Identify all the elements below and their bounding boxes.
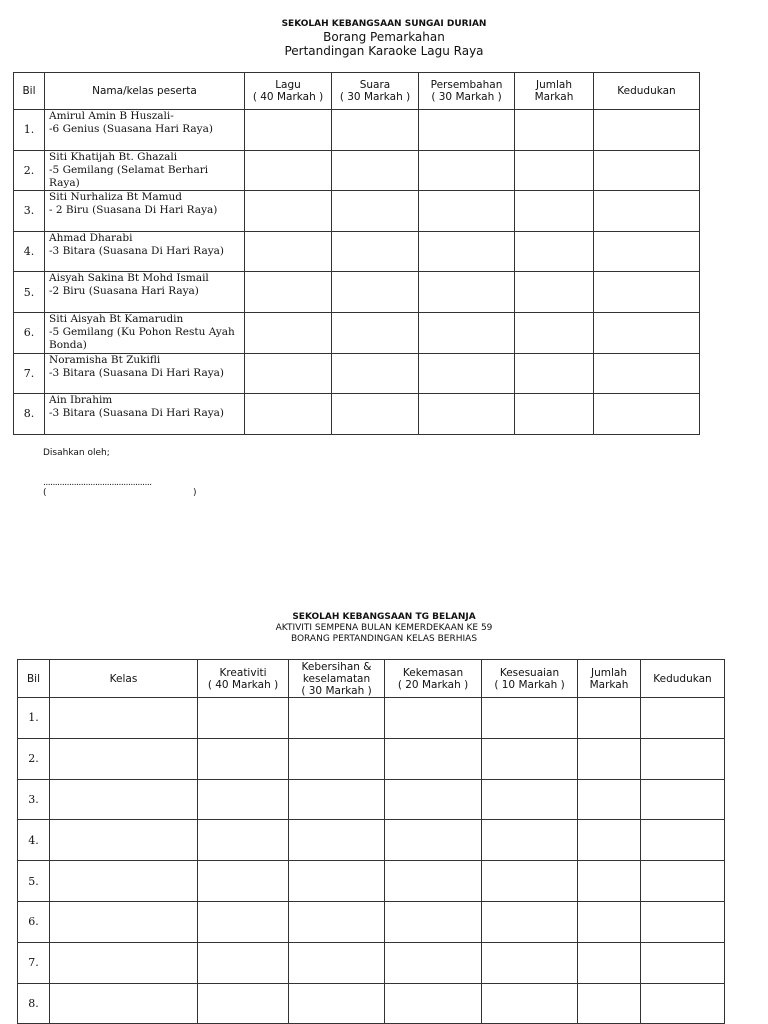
score-cell[interactable] — [198, 861, 289, 902]
form2-title: AKTIVITI SEMPENA BULAN KEMERDEKAAN KE 59 — [275, 623, 493, 633]
row-number: 5. — [18, 861, 50, 902]
row-number: 1. — [14, 110, 45, 151]
score-cell[interactable] — [482, 738, 578, 779]
row-number: 2. — [14, 150, 45, 191]
class-cell[interactable] — [50, 820, 198, 861]
score-cell-lagu[interactable] — [245, 312, 332, 353]
score-cell-persembahan[interactable] — [419, 110, 515, 151]
score-cell-jumlah[interactable] — [515, 394, 594, 435]
score-cell[interactable] — [482, 820, 578, 861]
participant-cell: Aisyah Sakina Bt Mohd Ismail -2 Biru (Suasana Hari Raya) — [45, 272, 245, 313]
header-nama: Nama/kelas peserta — [45, 73, 245, 110]
score-cell[interactable] — [578, 738, 641, 779]
score-cell-persembahan[interactable] — [419, 272, 515, 313]
score-cell[interactable] — [289, 698, 385, 739]
table-row — [14, 110, 700, 151]
class-cell[interactable] — [50, 861, 198, 902]
participant-cell: Siti Nurhaliza Bt Mamud - 2 Biru (Suasana Di Hari Raya) — [45, 191, 245, 232]
score-cell[interactable] — [578, 942, 641, 983]
participant-cell: Ahmad Dharabi -3 Bitara (Suasana Di Hari Raya) — [45, 231, 245, 272]
score-cell[interactable] — [198, 738, 289, 779]
row-number: 3. — [14, 191, 45, 232]
score-cell-jumlah[interactable] — [515, 353, 594, 394]
score-cell[interactable] — [578, 901, 641, 942]
table-row — [18, 698, 725, 739]
score-cell[interactable] — [198, 942, 289, 983]
row-number: 3. — [18, 779, 50, 820]
score-cell-persembahan[interactable] — [419, 394, 515, 435]
score-cell-lagu[interactable] — [245, 272, 332, 313]
row-number: 1. — [18, 698, 50, 739]
class-cell[interactable] — [50, 983, 198, 1024]
header-kreativiti: Kreativiti ( 40 Markah ) — [198, 660, 289, 698]
header-kelas: Kelas — [50, 660, 198, 698]
score-cell[interactable] — [385, 820, 482, 861]
score-cell[interactable] — [289, 738, 385, 779]
score-cell-persembahan[interactable] — [419, 191, 515, 232]
table-header-row — [14, 73, 700, 110]
score-cell-lagu[interactable] — [245, 353, 332, 394]
score-cell[interactable] — [385, 942, 482, 983]
score-cell-jumlah[interactable] — [515, 312, 594, 353]
signature-close-paren: ) — [193, 488, 197, 498]
form1-school-name: SEKOLAH KEBANGSAAN SUNGAI DURIAN — [281, 19, 487, 29]
table-row — [18, 901, 725, 942]
row-number: 8. — [14, 394, 45, 435]
score-cell[interactable] — [198, 901, 289, 942]
score-cell[interactable] — [641, 983, 725, 1024]
score-cell[interactable] — [482, 901, 578, 942]
table-header-row — [18, 660, 725, 698]
score-cell[interactable] — [385, 779, 482, 820]
row-number: 7. — [14, 353, 45, 394]
score-cell-jumlah[interactable] — [515, 272, 594, 313]
score-cell[interactable] — [289, 861, 385, 902]
score-cell-kedudukan[interactable] — [594, 272, 700, 313]
header-bil: Bil — [14, 73, 45, 110]
score-cell[interactable] — [385, 983, 482, 1024]
header-lagu: Lagu ( 40 Markah ) — [245, 73, 332, 110]
score-cell[interactable] — [289, 901, 385, 942]
score-cell[interactable] — [578, 820, 641, 861]
form2-school-name: SEKOLAH KEBANGSAAN TG BELANJA — [292, 612, 476, 622]
score-cell[interactable] — [641, 820, 725, 861]
row-number: 6. — [18, 901, 50, 942]
header-kesesuaian: Kesesuaian ( 10 Markah ) — [482, 660, 578, 698]
header-persembahan: Persembahan ( 30 Markah ) — [419, 73, 515, 110]
class-cell[interactable] — [50, 901, 198, 942]
table-row — [14, 231, 700, 272]
score-cell-kedudukan[interactable] — [594, 191, 700, 232]
score-cell-lagu[interactable] — [245, 231, 332, 272]
participant-cell: Ain Ibrahim -3 Bitara (Suasana Di Hari Raya) — [45, 394, 245, 435]
header-jumlah: Jumlah Markah — [515, 73, 594, 110]
score-cell-suara[interactable] — [332, 353, 419, 394]
table-row — [18, 983, 725, 1024]
score-cell-suara[interactable] — [332, 394, 419, 435]
table-row — [14, 312, 700, 353]
row-number: 7. — [18, 942, 50, 983]
score-cell-suara[interactable] — [332, 231, 419, 272]
table-row — [14, 150, 700, 191]
score-cell-lagu[interactable] — [245, 191, 332, 232]
score-cell-kedudukan[interactable] — [594, 110, 700, 151]
score-cell-lagu[interactable] — [245, 150, 332, 191]
score-cell[interactable] — [482, 861, 578, 902]
approved-by-label: Disahkan oleh; — [43, 448, 110, 458]
score-cell[interactable] — [289, 820, 385, 861]
score-cell[interactable] — [578, 983, 641, 1024]
row-number: 2. — [18, 738, 50, 779]
score-cell-kedudukan[interactable] — [594, 312, 700, 353]
header-kedudukan: Kedudukan — [641, 660, 725, 698]
score-cell[interactable] — [578, 698, 641, 739]
class-cell[interactable] — [50, 738, 198, 779]
participant-cell: Siti Aisyah Bt Kamarudin -5 Gemilang (Ku Pohon Restu Ayah Bonda) — [45, 312, 245, 353]
score-cell[interactable] — [198, 820, 289, 861]
score-cell-suara[interactable] — [332, 272, 419, 313]
table-row — [18, 779, 725, 820]
form1-title: Borang Pemarkahan — [323, 30, 445, 44]
header-bil: Bil — [18, 660, 50, 698]
score-cell-suara[interactable] — [332, 312, 419, 353]
signature-open-paren: ( — [43, 488, 47, 498]
score-cell[interactable] — [385, 861, 482, 902]
score-cell-persembahan[interactable] — [419, 231, 515, 272]
score-cell-suara[interactable] — [332, 110, 419, 151]
participant-cell: Noramisha Bt Zukifli -3 Bitara (Suasana Di Hari Raya) — [45, 353, 245, 394]
score-cell-lagu[interactable] — [245, 394, 332, 435]
score-cell[interactable] — [482, 698, 578, 739]
score-cell[interactable] — [289, 983, 385, 1024]
table-row — [14, 394, 700, 435]
karaoke-scoring-table — [13, 72, 700, 435]
row-number: 4. — [14, 231, 45, 272]
score-cell-kedudukan[interactable] — [594, 231, 700, 272]
table-row — [18, 738, 725, 779]
header-kekemasan: Kekemasan ( 20 Markah ) — [385, 660, 482, 698]
score-cell[interactable] — [482, 942, 578, 983]
score-cell-jumlah[interactable] — [515, 231, 594, 272]
class-cell[interactable] — [50, 698, 198, 739]
score-cell-kedudukan[interactable] — [594, 353, 700, 394]
score-cell[interactable] — [482, 983, 578, 1024]
table-row — [14, 353, 700, 394]
table-row — [18, 861, 725, 902]
participant-cell: Siti Khatijah Bt. Ghazali -5 Gemilang (Selamat Berhari Raya) — [45, 150, 245, 191]
score-cell[interactable] — [641, 901, 725, 942]
score-cell[interactable] — [289, 942, 385, 983]
score-cell-jumlah[interactable] — [515, 150, 594, 191]
row-number: 5. — [14, 272, 45, 313]
header-kebersihan: Kebersihan & keselamatan ( 30 Markah ) — [289, 660, 385, 698]
row-number: 6. — [14, 312, 45, 353]
participant-cell: Amirul Amin B Huszali- -6 Genius (Suasana Hari Raya) — [45, 110, 245, 151]
header-suara: Suara ( 30 Markah ) — [332, 73, 419, 110]
form2-subtitle: BORANG PERTANDINGAN KELAS BERHIAS — [290, 634, 478, 644]
score-cell-kedudukan[interactable] — [594, 394, 700, 435]
score-cell[interactable] — [289, 779, 385, 820]
score-cell[interactable] — [641, 942, 725, 983]
class-cell[interactable] — [50, 942, 198, 983]
score-cell-kedudukan[interactable] — [594, 150, 700, 191]
score-cell[interactable] — [482, 779, 578, 820]
score-cell[interactable] — [641, 861, 725, 902]
score-cell[interactable] — [385, 901, 482, 942]
score-cell[interactable] — [385, 698, 482, 739]
score-cell-suara[interactable] — [332, 191, 419, 232]
score-cell-lagu[interactable] — [245, 110, 332, 151]
score-cell[interactable] — [578, 779, 641, 820]
score-cell[interactable] — [641, 698, 725, 739]
row-number: 8. — [18, 983, 50, 1024]
score-cell-persembahan[interactable] — [419, 150, 515, 191]
score-cell-persembahan[interactable] — [419, 353, 515, 394]
table-row — [18, 942, 725, 983]
table-row — [18, 820, 725, 861]
score-cell-jumlah[interactable] — [515, 191, 594, 232]
table-row — [14, 191, 700, 232]
form1-subtitle: Pertandingan Karaoke Lagu Raya — [284, 44, 484, 58]
row-number: 4. — [18, 820, 50, 861]
signature-line[interactable]: .............................................. — [43, 478, 152, 488]
table-row — [14, 272, 700, 313]
score-cell[interactable] — [385, 738, 482, 779]
decorated-class-table — [17, 659, 725, 1024]
header-kedudukan: Kedudukan — [594, 73, 700, 110]
score-cell[interactable] — [641, 779, 725, 820]
score-cell[interactable] — [198, 779, 289, 820]
score-cell[interactable] — [578, 861, 641, 902]
score-cell[interactable] — [198, 698, 289, 739]
score-cell-suara[interactable] — [332, 150, 419, 191]
score-cell-persembahan[interactable] — [419, 312, 515, 353]
score-cell[interactable] — [198, 983, 289, 1024]
score-cell[interactable] — [641, 738, 725, 779]
header-jumlah: Jumlah Markah — [578, 660, 641, 698]
score-cell-jumlah[interactable] — [515, 110, 594, 151]
class-cell[interactable] — [50, 779, 198, 820]
